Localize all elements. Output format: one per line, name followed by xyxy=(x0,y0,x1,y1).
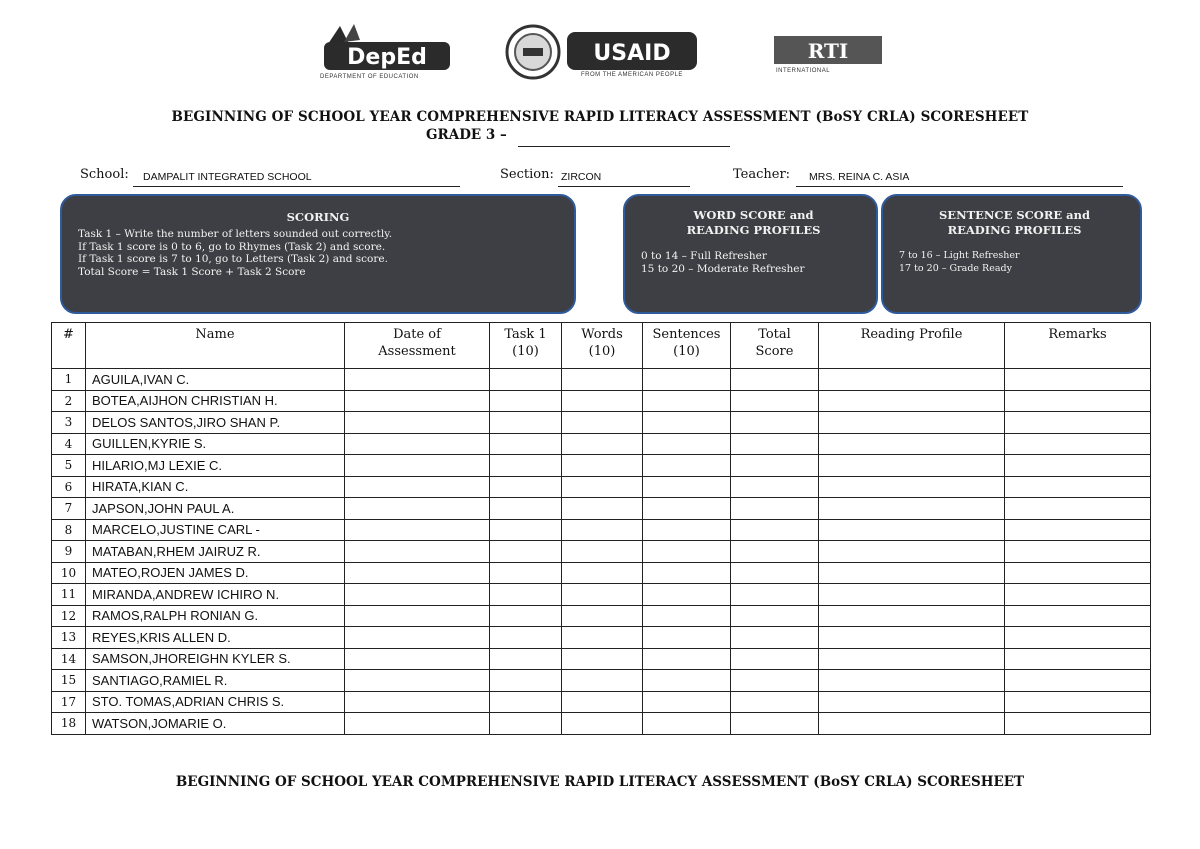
table-row xyxy=(52,562,1151,584)
date-cell[interactable] xyxy=(345,455,490,477)
grade-label: GRADE 3 – xyxy=(426,127,507,143)
usaid-logo-text: USAID xyxy=(593,41,671,66)
date-cell[interactable] xyxy=(345,369,490,391)
table-row xyxy=(52,455,1151,477)
task1-cell[interactable] xyxy=(490,390,562,412)
col-header-words-line1: Words xyxy=(581,327,623,342)
remarks-cell[interactable] xyxy=(1005,627,1151,649)
teacher-line xyxy=(796,186,1123,187)
col-header-profile: Reading Profile xyxy=(819,323,1005,369)
remarks-cell[interactable] xyxy=(1005,713,1151,735)
student-name: SAMSON,JHOREIGHN KYLER S. xyxy=(86,648,345,670)
remarks-cell[interactable] xyxy=(1005,498,1151,520)
table-row xyxy=(52,713,1151,735)
reading-profile-cell[interactable] xyxy=(819,455,1005,477)
reading-profile-cell[interactable] xyxy=(819,562,1005,584)
total-cell[interactable] xyxy=(731,433,819,455)
sentences-cell[interactable] xyxy=(643,369,731,391)
scoring-line: If Task 1 score is 7 to 10, go to Letters (Task 2) and score. xyxy=(78,253,388,265)
school-line xyxy=(133,186,460,187)
remarks-cell[interactable] xyxy=(1005,433,1151,455)
date-cell[interactable] xyxy=(345,519,490,541)
col-header-sentences xyxy=(643,323,731,369)
total-cell[interactable] xyxy=(731,562,819,584)
student-name: HILARIO,MJ LEXIE C. xyxy=(86,455,345,477)
total-cell[interactable] xyxy=(731,584,819,606)
reading-profile-cell[interactable] xyxy=(819,519,1005,541)
date-cell[interactable] xyxy=(345,584,490,606)
footer-title: BEGINNING OF SCHOOL YEAR COMPREHENSIVE RAPID LITERACY ASSESSMENT (BoSY CRLA) SCORESHEET xyxy=(175,774,1025,790)
task1-cell[interactable] xyxy=(490,670,562,692)
deped-logo xyxy=(318,22,456,82)
date-cell[interactable] xyxy=(345,605,490,627)
row-number: 17 xyxy=(52,691,86,713)
reading-profile-cell[interactable] xyxy=(819,627,1005,649)
row-number: 14 xyxy=(52,648,86,670)
student-name: STO. TOMAS,ADRIAN CHRIS S. xyxy=(86,691,345,713)
date-cell[interactable] xyxy=(345,498,490,520)
task1-cell[interactable] xyxy=(490,476,562,498)
remarks-cell[interactable] xyxy=(1005,584,1151,606)
table-row xyxy=(52,648,1151,670)
words-cell[interactable] xyxy=(562,627,643,649)
remarks-cell[interactable] xyxy=(1005,670,1151,692)
table-row xyxy=(52,369,1151,391)
col-header-date-line2: Assessment xyxy=(378,344,456,359)
words-cell[interactable] xyxy=(562,390,643,412)
section-label: Section: xyxy=(500,167,554,182)
deped-caption: DEPARTMENT OF EDUCATION xyxy=(320,74,419,80)
row-number: 15 xyxy=(52,670,86,692)
sentence-profile-line: 17 to 20 – Grade Ready xyxy=(899,262,1012,274)
row-number: 18 xyxy=(52,713,86,735)
words-cell[interactable] xyxy=(562,433,643,455)
total-cell[interactable] xyxy=(731,369,819,391)
task1-cell[interactable] xyxy=(490,562,562,584)
student-name: HIRATA,KIAN C. xyxy=(86,476,345,498)
student-name: MATABAN,RHEM JAIRUZ R. xyxy=(86,541,345,563)
words-cell[interactable] xyxy=(562,541,643,563)
row-number: 12 xyxy=(52,605,86,627)
student-name: GUILLEN,KYRIE S. xyxy=(86,433,345,455)
total-cell[interactable] xyxy=(731,412,819,434)
date-cell[interactable] xyxy=(345,541,490,563)
col-header-date xyxy=(345,323,490,369)
remarks-cell[interactable] xyxy=(1005,476,1151,498)
reading-profile-cell[interactable] xyxy=(819,476,1005,498)
row-number: 10 xyxy=(52,562,86,584)
row-number: 3 xyxy=(52,412,86,434)
words-cell[interactable] xyxy=(562,648,643,670)
word-profiles-title: WORD SCORE and xyxy=(693,208,814,222)
task1-cell[interactable] xyxy=(490,412,562,434)
sentences-cell[interactable] xyxy=(643,627,731,649)
task1-cell[interactable] xyxy=(490,498,562,520)
sentences-cell[interactable] xyxy=(643,455,731,477)
words-cell[interactable] xyxy=(562,455,643,477)
reading-profile-cell[interactable] xyxy=(819,691,1005,713)
col-header-words xyxy=(562,323,643,369)
col-header-total-line2: Score xyxy=(755,344,794,359)
col-header-name: Name xyxy=(86,323,345,369)
remarks-cell[interactable] xyxy=(1005,605,1151,627)
col-header-date-line1: Date of xyxy=(393,327,441,342)
table-row xyxy=(52,691,1151,713)
table-row xyxy=(52,627,1151,649)
reading-profile-cell[interactable] xyxy=(819,433,1005,455)
date-cell[interactable] xyxy=(345,691,490,713)
row-number: 4 xyxy=(52,433,86,455)
reading-profile-cell[interactable] xyxy=(819,412,1005,434)
col-header-task1 xyxy=(490,323,562,369)
table-row xyxy=(52,541,1151,563)
student-name: SANTIAGO,RAMIEL R. xyxy=(86,670,345,692)
date-cell[interactable] xyxy=(345,627,490,649)
student-name: REYES,KRIS ALLEN D. xyxy=(86,627,345,649)
table-row xyxy=(52,476,1151,498)
task1-cell[interactable] xyxy=(490,369,562,391)
table-row xyxy=(52,390,1151,412)
total-cell[interactable] xyxy=(731,498,819,520)
date-cell[interactable] xyxy=(345,476,490,498)
remarks-cell[interactable] xyxy=(1005,691,1151,713)
sentence-profile-line: 7 to 16 – Light Refresher xyxy=(899,250,1020,261)
reading-profile-cell[interactable] xyxy=(819,369,1005,391)
date-cell[interactable] xyxy=(345,390,490,412)
col-header-sentences-line1: Sentences xyxy=(652,327,721,342)
student-name: MATEO,ROJEN JAMES D. xyxy=(86,562,345,584)
school-value: DAMPALIT INTEGRATED SCHOOL xyxy=(143,171,312,183)
sentences-cell[interactable] xyxy=(643,433,731,455)
sentence-profiles-box xyxy=(881,194,1142,314)
words-cell[interactable] xyxy=(562,670,643,692)
school-label: School: xyxy=(80,167,129,182)
total-cell[interactable] xyxy=(731,691,819,713)
scoring-line: Task 1 – Write the number of letters sounded out correctly. xyxy=(78,228,393,240)
teacher-label: Teacher: xyxy=(733,167,791,182)
student-name: BOTEA,AIJHON CHRISTIAN H. xyxy=(86,390,345,412)
teacher-value: MRS. REINA C. ASIA xyxy=(809,171,910,183)
reading-profile-cell[interactable] xyxy=(819,713,1005,735)
student-name: DELOS SANTOS,JIRO SHAN P. xyxy=(86,412,345,434)
row-number: 8 xyxy=(52,519,86,541)
reading-profile-cell[interactable] xyxy=(819,541,1005,563)
total-cell[interactable] xyxy=(731,455,819,477)
date-cell[interactable] xyxy=(345,648,490,670)
total-cell[interactable] xyxy=(731,519,819,541)
remarks-cell[interactable] xyxy=(1005,562,1151,584)
total-cell[interactable] xyxy=(731,713,819,735)
score-table xyxy=(51,322,1151,735)
remarks-cell[interactable] xyxy=(1005,648,1151,670)
total-cell[interactable] xyxy=(731,476,819,498)
task1-cell[interactable] xyxy=(490,627,562,649)
row-number: 9 xyxy=(52,541,86,563)
remarks-cell[interactable] xyxy=(1005,519,1151,541)
col-header-total xyxy=(731,323,819,369)
date-cell[interactable] xyxy=(345,713,490,735)
usaid-logo xyxy=(503,22,703,82)
table-row xyxy=(52,412,1151,434)
col-header-words-line2: (10) xyxy=(588,344,616,359)
student-name: AGUILA,IVAN C. xyxy=(86,369,345,391)
sentences-cell[interactable] xyxy=(643,412,731,434)
scoring-title: SCORING xyxy=(286,210,350,224)
rti-caption: INTERNATIONAL xyxy=(776,68,831,74)
row-number: 5 xyxy=(52,455,86,477)
reading-profile-cell[interactable] xyxy=(819,584,1005,606)
word-profiles-box xyxy=(623,194,878,314)
date-cell[interactable] xyxy=(345,412,490,434)
words-cell[interactable] xyxy=(562,584,643,606)
reading-profile-cell[interactable] xyxy=(819,670,1005,692)
student-name: RAMOS,RALPH RONIAN G. xyxy=(86,605,345,627)
task1-cell[interactable] xyxy=(490,691,562,713)
sentences-cell[interactable] xyxy=(643,648,731,670)
words-cell[interactable] xyxy=(562,412,643,434)
remarks-cell[interactable] xyxy=(1005,455,1151,477)
remarks-cell[interactable] xyxy=(1005,369,1151,391)
col-header-total-line1: Total xyxy=(758,327,791,342)
sentences-cell[interactable] xyxy=(643,670,731,692)
reading-profile-cell[interactable] xyxy=(819,648,1005,670)
sentences-cell[interactable] xyxy=(643,476,731,498)
table-row xyxy=(52,433,1151,455)
word-profile-line: 0 to 14 – Full Refresher xyxy=(641,250,767,262)
col-header-task1-line2: (10) xyxy=(512,344,539,359)
total-cell[interactable] xyxy=(731,627,819,649)
student-name: MIRANDA,ANDREW ICHIRO N. xyxy=(86,584,345,606)
word-profiles-subtitle: READING PROFILES xyxy=(686,223,821,237)
total-cell[interactable] xyxy=(731,605,819,627)
total-cell[interactable] xyxy=(731,648,819,670)
sentences-cell[interactable] xyxy=(643,390,731,412)
words-cell[interactable] xyxy=(562,498,643,520)
date-cell[interactable] xyxy=(345,433,490,455)
sentences-cell[interactable] xyxy=(643,541,731,563)
sentence-profiles-subtitle: READING PROFILES xyxy=(947,223,1082,237)
sentences-cell[interactable] xyxy=(643,562,731,584)
col-header-remarks: Remarks xyxy=(1005,323,1151,369)
table-row xyxy=(52,519,1151,541)
row-number: 1 xyxy=(52,369,86,391)
row-number: 11 xyxy=(52,584,86,606)
task1-cell[interactable] xyxy=(490,455,562,477)
sentence-profiles-title: SENTENCE SCORE and xyxy=(939,208,1090,222)
sentences-cell[interactable] xyxy=(643,691,731,713)
grade-blank-line xyxy=(518,146,730,147)
words-cell[interactable] xyxy=(562,713,643,735)
remarks-cell[interactable] xyxy=(1005,541,1151,563)
date-cell[interactable] xyxy=(345,670,490,692)
row-number: 2 xyxy=(52,390,86,412)
section-line xyxy=(558,186,690,187)
total-cell[interactable] xyxy=(731,670,819,692)
words-cell[interactable] xyxy=(562,605,643,627)
remarks-cell[interactable] xyxy=(1005,412,1151,434)
reading-profile-cell[interactable] xyxy=(819,605,1005,627)
section-value: ZIRCON xyxy=(561,171,602,183)
scoring-line: Total Score = Task 1 Score + Task 2 Score xyxy=(78,265,306,278)
rti-logo xyxy=(772,22,884,82)
reading-profile-cell[interactable] xyxy=(819,390,1005,412)
remarks-cell[interactable] xyxy=(1005,390,1151,412)
student-name: WATSON,JOMARIE O. xyxy=(86,713,345,735)
task1-cell[interactable] xyxy=(490,648,562,670)
sentences-cell[interactable] xyxy=(643,605,731,627)
task1-cell[interactable] xyxy=(490,605,562,627)
score-table-body xyxy=(52,369,1151,735)
scoring-box xyxy=(60,194,576,314)
col-header-num: # xyxy=(52,323,86,369)
page-title: BEGINNING OF SCHOOL YEAR COMPREHENSIVE RAPID LITERACY ASSESSMENT (BoSY CRLA) SCORESHEET xyxy=(171,109,1029,125)
words-cell[interactable] xyxy=(562,476,643,498)
words-cell[interactable] xyxy=(562,691,643,713)
row-number: 13 xyxy=(52,627,86,649)
task1-cell[interactable] xyxy=(490,519,562,541)
sentences-cell[interactable] xyxy=(643,713,731,735)
words-cell[interactable] xyxy=(562,369,643,391)
row-number: 6 xyxy=(52,476,86,498)
col-header-sentences-line2: (10) xyxy=(673,344,700,359)
date-cell[interactable] xyxy=(345,562,490,584)
table-row xyxy=(52,670,1151,692)
table-row xyxy=(52,584,1151,606)
student-name: JAPSON,JOHN PAUL A. xyxy=(86,498,345,520)
reading-profile-cell[interactable] xyxy=(819,498,1005,520)
logo-strip xyxy=(0,22,1200,84)
task1-cell[interactable] xyxy=(490,433,562,455)
sentences-cell[interactable] xyxy=(643,519,731,541)
row-number: 7 xyxy=(52,498,86,520)
usaid-caption: FROM THE AMERICAN PEOPLE xyxy=(581,72,683,78)
deped-logo-text: DepEd xyxy=(347,45,427,70)
total-cell[interactable] xyxy=(731,541,819,563)
task1-cell[interactable] xyxy=(490,541,562,563)
task1-cell[interactable] xyxy=(490,713,562,735)
total-cell[interactable] xyxy=(731,390,819,412)
scoring-line: If Task 1 score is 0 to 6, go to Rhymes (Task 2) and score. xyxy=(78,240,386,253)
col-header-task1-line1: Task 1 xyxy=(504,327,547,342)
word-profile-line: 15 to 20 – Moderate Refresher xyxy=(641,262,805,275)
words-cell[interactable] xyxy=(562,519,643,541)
task1-cell[interactable] xyxy=(490,584,562,606)
table-header-row xyxy=(52,323,1151,369)
student-name: MARCELO,JUSTINE CARL - xyxy=(86,519,345,541)
sentences-cell[interactable] xyxy=(643,498,731,520)
sentences-cell[interactable] xyxy=(643,584,731,606)
rti-logo-text: RTI xyxy=(807,39,849,63)
words-cell[interactable] xyxy=(562,562,643,584)
table-row xyxy=(52,498,1151,520)
table-row xyxy=(52,605,1151,627)
